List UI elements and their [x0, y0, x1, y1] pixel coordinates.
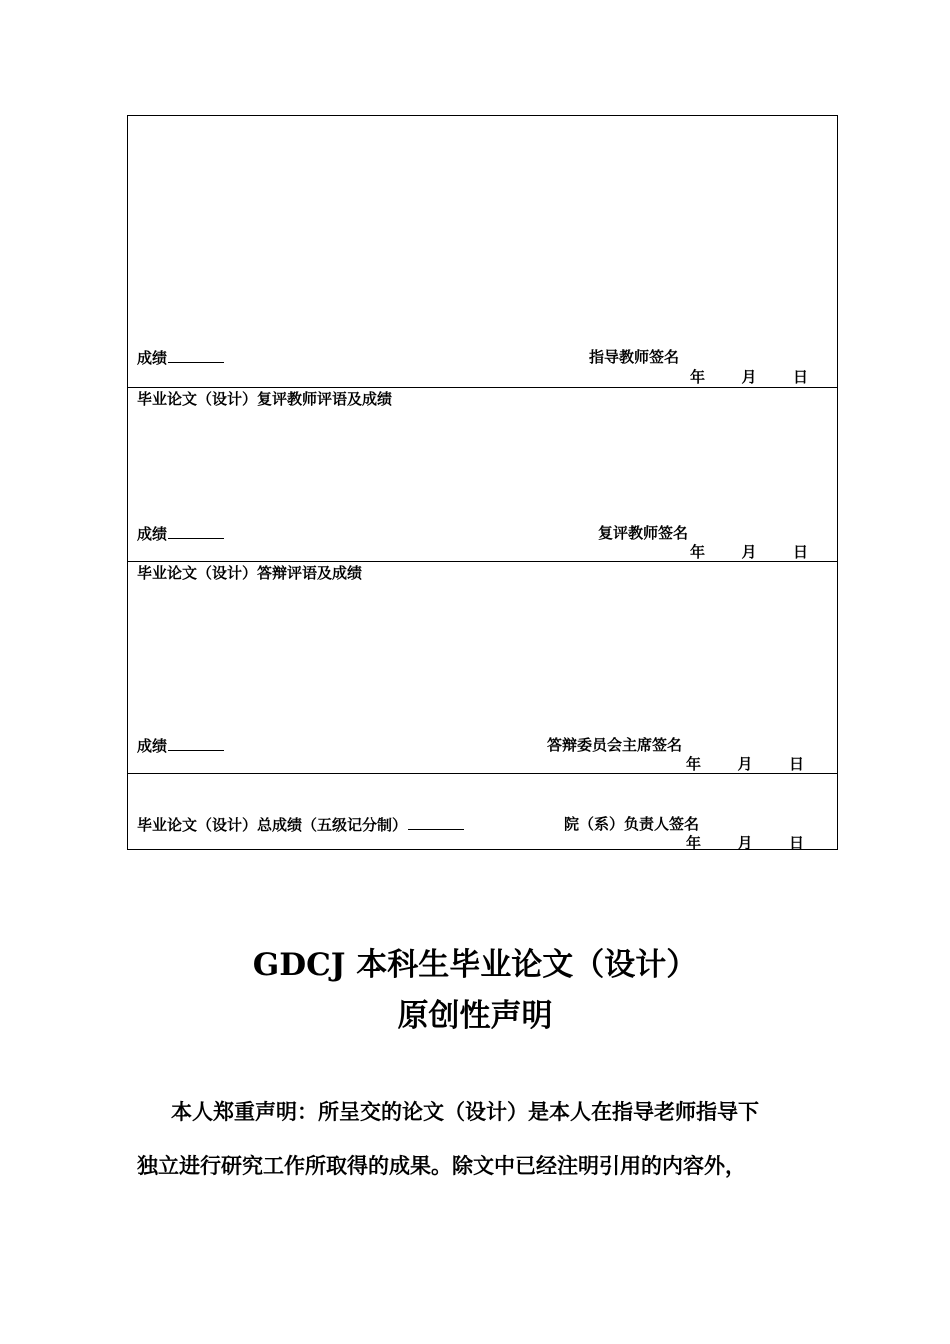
reviewer-signature-label: 复评教师签名 — [598, 524, 689, 542]
declaration-subtitle: 原创性声明 — [397, 998, 553, 1034]
total-grade-blank[interactable] — [408, 815, 464, 830]
month-label: 月 — [741, 543, 757, 561]
total-grade-line — [137, 815, 464, 834]
supervisor-signature-label: 指导教师签名 — [589, 348, 680, 366]
day-label: 日 — [788, 834, 804, 852]
year-label: 年 — [686, 834, 702, 852]
defense-comment-cell — [128, 561, 837, 773]
date-line — [686, 834, 804, 852]
month-label: 月 — [737, 834, 753, 852]
day-label: 日 — [792, 543, 808, 561]
total-grade-cell — [128, 773, 837, 851]
grade-blank[interactable] — [168, 736, 224, 751]
year-label: 年 — [686, 755, 702, 773]
declaration-title: GDCJ 本科生毕业论文（设计） — [252, 947, 698, 983]
committee-chair-signature-label: 答辩委员会主席签名 — [547, 736, 683, 754]
evaluation-table — [127, 115, 838, 850]
defense-heading: 毕业论文（设计）答辩评语及成绩 — [137, 564, 363, 582]
day-label: 日 — [792, 368, 808, 386]
grade-blank[interactable] — [168, 348, 224, 363]
grade-label: 成绩 — [137, 737, 168, 755]
declaration-paragraph-line: 本人郑重声明：所呈交的论文（设计）是本人在指导老师指导下 — [171, 1099, 759, 1124]
day-label: 日 — [788, 755, 804, 773]
total-grade-label: 毕业论文（设计）总成绩（五级记分制） — [137, 816, 408, 834]
date-line — [690, 368, 808, 386]
year-label: 年 — [690, 368, 706, 386]
grade-line — [137, 736, 224, 755]
year-label: 年 — [690, 543, 706, 561]
grade-label: 成绩 — [137, 349, 168, 367]
grade-line — [137, 524, 224, 543]
supervisor-comment-cell — [128, 116, 837, 387]
grade-blank[interactable] — [168, 524, 224, 539]
date-line — [686, 755, 804, 773]
month-label: 月 — [737, 755, 753, 773]
month-label: 月 — [741, 368, 757, 386]
date-line — [690, 543, 808, 561]
declaration-paragraph-line: 独立进行研究工作所取得的成果。除文中已经注明引用的内容外， — [137, 1153, 746, 1178]
grade-line — [137, 348, 224, 367]
reviewer-comment-cell — [128, 387, 837, 561]
reviewer-heading: 毕业论文（设计）复评教师评语及成绩 — [137, 390, 393, 408]
grade-label: 成绩 — [137, 525, 168, 543]
department-head-signature-label: 院（系）负责人签名 — [564, 815, 700, 833]
